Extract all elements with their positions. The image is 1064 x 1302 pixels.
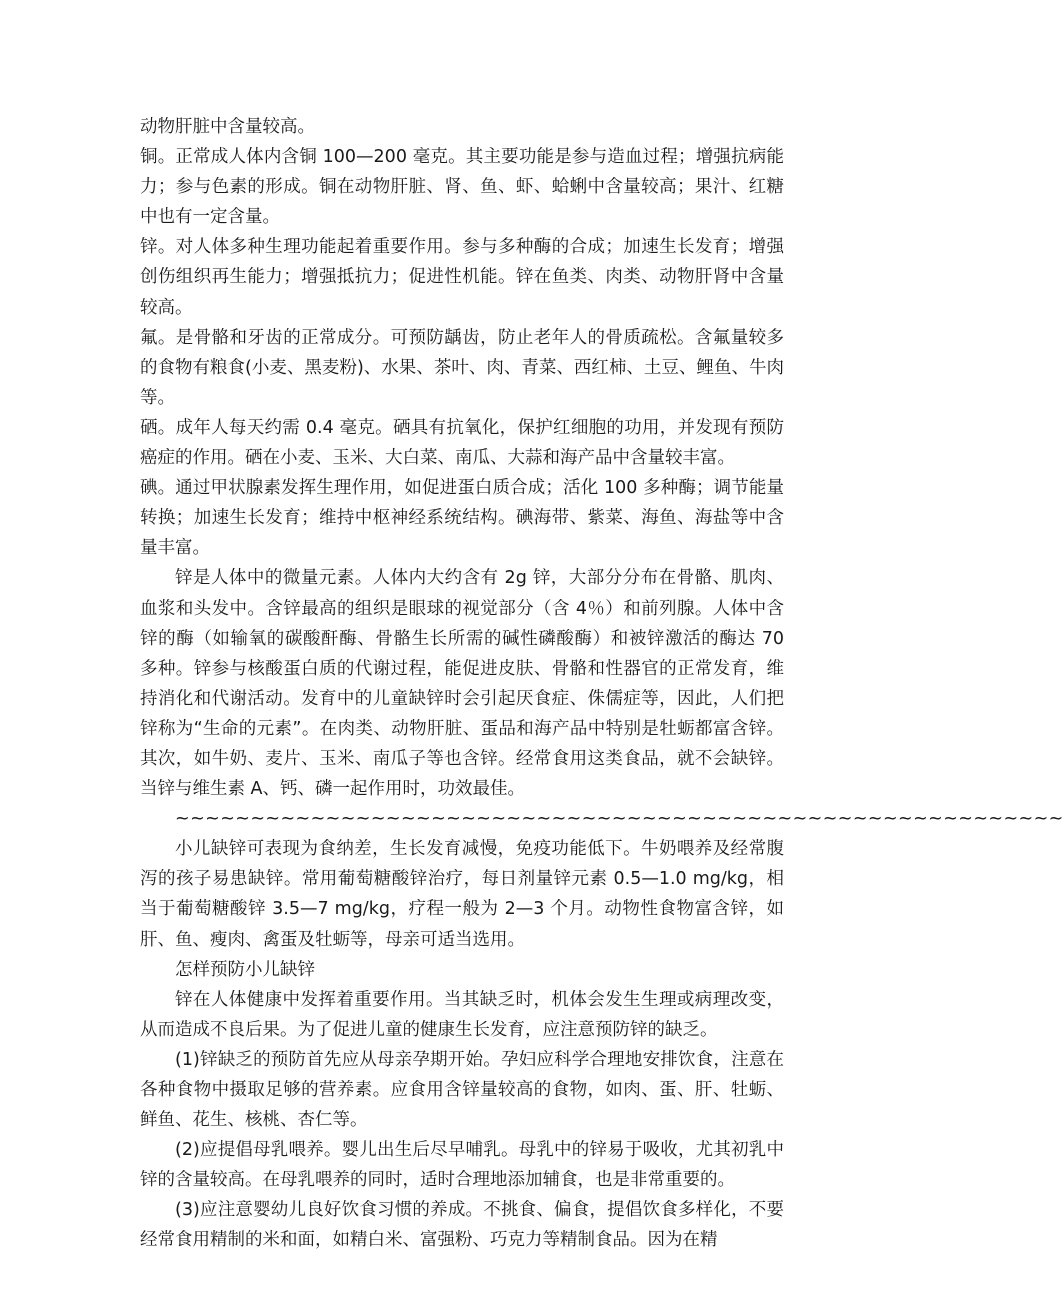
section-heading-prevention: 怎样预防小儿缺锌 xyxy=(175,959,315,980)
paragraph-prevention-intro: 锌在人体健康中发挥着重要作用。当其缺乏时，机体会发生生理或病理改变，从而造成不良后果。为了促进儿童的健康生长发育，应注意预防锌的缺乏。 xyxy=(140,989,784,1040)
paragraph-zinc-functions: 锌。对人体多种生理功能起着重要作用。参与多种酶的合成；加速生长发育；增强创伤组织再生能力；增强抵抗力；促进性机能。锌在鱼类、肉类、动物肝肾中含量较高。 xyxy=(140,237,784,318)
paragraph-selenium: 硒。成年人每天约需 0.4 毫克。硒具有抗氧化，保护红细胞的功用，并发现有预防癌症的作用。硒在小麦、玉米、大白菜、南瓜、大蒜和海产品中含量较丰富。 xyxy=(140,417,784,469)
paragraph-zinc-trace-element: 锌是人体中的微量元素。人体内大约含有 2g 锌，大部分分布在骨骼、肌肉、血浆和头发中。含锌最高的组织是眼球的视觉部分（含 4％）和前列腺。人体中含锌的酶（如输氧的碳酸酐酶、骨骼生长所需的碱性磷酸酶）和被锌激活的酶达 70 多种。锌参与核酸蛋白质的代谢过程，能促进皮肤、骨骼和性器官的正常发育，维持消化和代谢活动。发育中的儿童缺锌时会引起厌食症、侏儒症等，因此，人们把锌称为“生命的元素”。在肉类、动物肝脏、蛋品和海产品中特别是牡蛎都富含锌。其次，如牛奶、麦片、玉米、南瓜子等也含锌。经常食用这类食品，就不会缺锌。当锌与维生素 A、钙、磷一起作用时，功效最佳。 xyxy=(140,568,784,800)
paragraph-prevention-breastfeeding: (2)应提倡母乳喂养。婴儿出生后尽早哺乳。母乳中的锌易于吸收，尤其初乳中锌的含量较高。在母乳喂养的同时，适时合理地添加辅食，也是非常重要的。 xyxy=(140,1140,784,1191)
paragraph-copper: 铜。正常成人体内含铜 100—200 毫克。其主要功能是参与造血过程；增强抗病能力；参与色素的形成。铜在动物肝脏、肾、鱼、虾、蛤蜊中含量较高；果汁、红糖中也有一定含量。 xyxy=(140,147,784,228)
paragraph-iodine: 碘。通过甲状腺素发挥生理作用，如促进蛋白质合成；活化 100 多种酶；调节能量转换；加速生长发育；维持中枢神经系统结构。碘海带、紫菜、海鱼、海盐等中含量丰富。 xyxy=(140,478,784,559)
document-page xyxy=(140,112,1064,1256)
paragraph-prevention-pregnancy: (1)锌缺乏的预防首先应从母亲孕期开始。孕妇应科学合理地安排饮食，注意在各种食物中摄取足够的营养素。应食用含锌量较高的食物，如肉、蛋、肝、牡蛎、鲜鱼、花生、核桃、杏仁等。 xyxy=(140,1049,784,1131)
tilde-divider: ~~~~~~~~~~~~~~~~~~~~~~~~~~~~~~~~~~~~~~~~~~~~~~~~~~~~~~~~~~~ xyxy=(175,809,1064,830)
paragraph-fluorine: 氟。是骨骼和牙齿的正常成分。可预防龋齿，防止老年人的骨质疏松。含氟量较多的食物有粮食(小麦、黑麦粉)、水果、茶叶、肉、青菜、西红柿、土豆、鲤鱼、牛肉等。 xyxy=(140,327,784,408)
paragraph-liver-continuation: 动物肝脏中含量较高。 xyxy=(140,117,315,137)
paragraph-child-zinc-deficiency: 小儿缺锌可表现为食纳差，生长发育减慢，免疫功能低下。牛奶喂养及经常腹泻的孩子易患缺锌。常用葡萄糖酸锌治疗，每日剂量锌元素 0.5—1.0 mg/kg，相当于葡萄糖酸锌 3.5—7 mg/kg，疗程一般为 2—3 个月。动物性食物富含锌，如肝、鱼、瘦肉、禽蛋及牡蛎等，母亲可适当选用。 xyxy=(140,839,784,950)
paragraph-prevention-diet-habits: (3)应注意婴幼儿良好饮食习惯的养成。不挑食、偏食，提倡饮食多样化，不要经常食用精制的米和面，如精白米、富强粉、巧克力等精制食品。因为在精 xyxy=(140,1200,784,1251)
